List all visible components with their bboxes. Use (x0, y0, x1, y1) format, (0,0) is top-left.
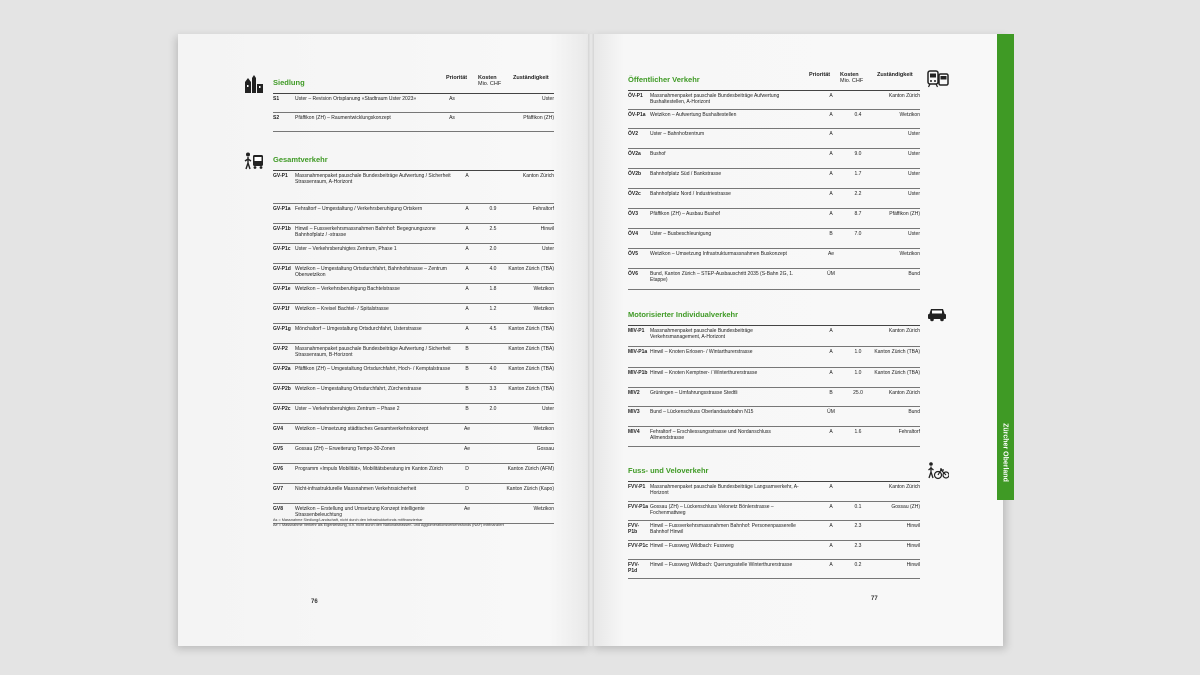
header-cost-label: Kosten (840, 72, 859, 78)
responsibility-cell: Kanton Zürich (TBA) (508, 386, 554, 392)
table-row (273, 464, 554, 484)
measure-description: Wetzikon – Umsetzung städtisches Gesamtverkehrskonzept (295, 426, 429, 432)
cost-cell: 1.0 (854, 349, 862, 355)
responsibility-cell: Hinwil (906, 543, 920, 549)
measure-description: Nicht-infrastrukturelle Massnahmen Verkehrssicherheit (295, 486, 417, 492)
priority-cell: A (465, 266, 469, 272)
priority-cell: A (829, 191, 833, 197)
measure-code: ÖV4 (628, 231, 639, 237)
measure-code: GV-P2 (273, 346, 288, 352)
section-siedlung (273, 78, 554, 132)
measure-code: GV-P1b (273, 226, 291, 232)
table-row (628, 249, 920, 269)
responsibility-cell: Uster (908, 151, 920, 157)
measure-code: FVV-P1 (628, 484, 646, 490)
priority-cell: A (829, 112, 833, 118)
region-tab-label: Zürcher Oberland (1001, 423, 1009, 482)
priority-cell: A (829, 93, 833, 99)
responsibility-cell: Pfäffikon (ZH) (889, 211, 920, 217)
table-row (273, 364, 554, 384)
measure-code: S1 (273, 96, 280, 102)
table-body (628, 482, 920, 579)
footnotes (273, 518, 563, 528)
section-title: Motorisierter Individualverkehr (628, 310, 739, 319)
measure-description: Bund, Kanton Zürich – STEP-Ausbauschritt 2035 (S-Bahn 2G, 1. Etappe) (650, 271, 794, 283)
measure-description: Pfäffikon (ZH) – Ausbau Bushof (650, 211, 720, 217)
car-icon (927, 306, 947, 322)
priority-cell: Ae (463, 506, 471, 512)
table-row (628, 110, 920, 129)
priority-cell: A (829, 151, 833, 157)
measure-code: GV-P1a (273, 206, 291, 212)
cost-cell: 2.0 (489, 406, 497, 412)
priority-cell: D (465, 486, 469, 492)
responsibility-cell: Kanton Zürich (TBA) (874, 349, 920, 355)
responsibility-cell: Wetzikon (533, 286, 554, 292)
priority-cell: B (465, 406, 469, 412)
measure-description: Hinwil – Fussverkehrsmassnahmen Bahnhof: Begegnungszone Bahnhofplatz / -strasse (295, 226, 436, 238)
priority-cell: B (465, 346, 469, 352)
measure-description: Wetzikon – Aufwertung Bushaltestellen (650, 112, 737, 118)
table-row (628, 541, 920, 560)
table-row (628, 427, 920, 447)
measure-description: Grüningen – Umfahrungsstrasse Stedtli (650, 390, 738, 396)
measure-code: ÖV-P1 (628, 93, 643, 99)
measure-code: GV-P1d (273, 266, 291, 272)
responsibility-cell: Fehraltorf (532, 206, 554, 212)
measure-code: GV-P1 (273, 173, 288, 179)
responsibility-cell: Kanton Zürich (888, 484, 920, 490)
measure-code: MIV-P1a (628, 349, 648, 355)
header-prio: Priorität (809, 72, 831, 78)
responsibility-cell: Wetzikon (533, 306, 554, 312)
responsibility-cell: Kanton Zürich (522, 173, 554, 179)
priority-cell: As (449, 115, 455, 121)
measure-code: FVV-P1a (628, 504, 649, 510)
table-row (628, 347, 920, 368)
responsibility-cell: Bund (908, 409, 920, 415)
priority-cell: A (465, 286, 469, 292)
measure-code: ÖV2c (628, 191, 641, 197)
measure-description: Mönchaltorf – Umgestaltung Ortsdurchfahrt, Usterstrasse (295, 326, 422, 332)
priority-cell: A (829, 211, 833, 217)
table-row (628, 388, 920, 407)
section-title: Öffentlicher Verkehr (628, 75, 700, 84)
header-resp: Zuständigkeit (877, 72, 913, 78)
section-oev (628, 75, 920, 290)
header-resp: Zuständigkeit (513, 75, 549, 81)
measure-code: ÖV6 (628, 271, 639, 277)
responsibility-cell: Kanton Zürich (TBA) (508, 326, 554, 332)
measure-description: Massnahmenpaket pauschale Bundesbeiträge Aufwertung Bushaltestellen, A-Horizont (650, 93, 780, 105)
responsibility-cell: Hinwil (906, 562, 920, 568)
priority-cell: A (829, 504, 833, 510)
measure-code: GV5 (273, 446, 284, 452)
priority-cell: D (465, 466, 469, 472)
priority-cell: A (829, 484, 833, 490)
table-row (273, 244, 554, 264)
section-miv (628, 310, 920, 447)
table-row (273, 424, 554, 444)
responsibility-cell: Kanton Zürich (TBA) (508, 366, 554, 372)
responsibility-cell: Uster (908, 171, 920, 177)
measure-code: ÖV2b (628, 171, 642, 177)
measure-code: GV-P2c (273, 406, 291, 412)
header-cost-unit: Mio. CHF (840, 78, 864, 84)
measure-description: Massnahmenpaket pauschale Bundesbeiträge Langsamverkehr, A-Horizont (650, 484, 799, 496)
cost-cell: 1.7 (854, 171, 862, 177)
responsibility-cell: Wetzikon (899, 251, 920, 257)
measure-description: Fehraltorf – Umgestaltung / Verkehrsberuhigung Ortskern (295, 206, 423, 212)
measure-code: GV-P2a (273, 366, 291, 372)
priority-cell: A (829, 328, 833, 334)
cost-cell: 2.0 (489, 246, 497, 252)
priority-cell: A (829, 171, 833, 177)
responsibility-cell: Uster (908, 231, 920, 237)
measure-code: GV6 (273, 466, 284, 472)
measure-description: Fehraltorf – Erschliessungsstrasse und Nordanschluss Allmendstrasse (650, 429, 771, 441)
responsibility-cell: Kanton Zürich (888, 93, 920, 99)
priority-cell: B (829, 390, 833, 396)
measure-code: GV-P1g (273, 326, 291, 332)
responsibility-cell: Uster (542, 96, 554, 102)
cost-cell: 1.0 (854, 370, 862, 376)
measure-description: Wetzikon – Umgestaltung Ortsdurchfahrt, Zürcherstrasse (295, 386, 422, 392)
responsibility-cell: Hinwil (540, 226, 554, 232)
responsibility-cell: Kanton Zürich (TBA) (508, 346, 554, 352)
train-bus-icon (927, 70, 949, 88)
page-number-right: 77 (871, 596, 878, 602)
cost-cell: 8.7 (854, 211, 862, 217)
measure-code: FVV-P1d (628, 562, 640, 574)
table-body (628, 91, 920, 290)
table-row (273, 404, 554, 424)
priority-cell: B (465, 386, 469, 392)
cost-cell: 2.3 (854, 543, 862, 549)
measure-description: Bahnhofplatz Nord / Industriestrasse (650, 191, 731, 197)
measure-description: Bund – Lückenschluss Oberlandautobahn N15 (650, 409, 754, 415)
cost-cell: 4.0 (489, 266, 497, 272)
measure-description: Bahnhofplatz Süd / Bankstrasse (650, 171, 722, 177)
table-row (628, 407, 920, 427)
cost-cell: 25.0 (853, 390, 863, 396)
measure-code: ÖV3 (628, 211, 639, 217)
cost-cell: 2.2 (854, 191, 862, 197)
table-body (273, 171, 554, 524)
measure-description: Pfäffikon (ZH) – Umgestaltung Ortsdurchfahrt, Hoch- / Kemptalstrasse (295, 366, 451, 372)
table-row (628, 149, 920, 169)
measure-description: Pfäffikon (ZH) – Raumentwicklungskonzept (295, 115, 391, 121)
measure-description: Uster – Bahnhofzentrum (650, 131, 705, 137)
table-row (273, 113, 554, 132)
responsibility-cell: Kanton Zürich (Kapo) (506, 486, 554, 492)
measure-code: MIV4 (628, 429, 640, 435)
measure-description: Gossau (ZH) – Erweiterung Tempo-30-Zonen (295, 446, 396, 452)
priority-cell: A (829, 543, 833, 549)
table-row (273, 284, 554, 304)
responsibility-cell: Wetzikon (899, 112, 920, 118)
measure-code: MIV-P1b (628, 370, 648, 376)
priority-cell: A (829, 131, 833, 137)
priority-cell: A (829, 370, 833, 376)
measure-code: ÖV2 (628, 131, 639, 137)
section-title: Fuss- und Veloverkehr (628, 466, 709, 475)
table-body (628, 326, 920, 447)
measure-code: GV7 (273, 486, 284, 492)
town-icon (244, 75, 264, 93)
measure-description: Uster – Revision Ortsplanung «Stadtraum Uster 2023» (295, 96, 417, 102)
responsibility-cell: Uster (542, 406, 554, 412)
measure-description: Hinwil – Fussweg Wildbach: Querungsstelle Winterthurerstrasse (650, 562, 793, 568)
measure-code: GV8 (273, 506, 284, 512)
table-row (628, 368, 920, 388)
measure-code: ÖV5 (628, 251, 639, 257)
table-row (273, 484, 554, 504)
measure-description: Wetzikon – Erstellung und Umsetzung Konzept intelligente Strassenbeleuchtung (295, 506, 425, 518)
priority-cell: ÜM (827, 271, 835, 277)
footnote: Ae = Massnahme Verkehr als Eigenleistung, d.h. nicht durch den Nationalstrassen- und Agglomerationsverkehrsfonds (NAF) mitfinanziert (273, 523, 504, 527)
measure-description: Hinwil – Fussverkehrsmassnahmen Bahnhof: Personenpasserelle Bahnhof Hinwil (650, 523, 796, 535)
priority-cell: A (465, 206, 469, 212)
priority-cell: B (829, 231, 833, 237)
cost-cell: 0.1 (854, 504, 862, 510)
measure-code: FVV-P1c (628, 543, 649, 549)
measure-description: Wetzikon – Umgestaltung Ortsdurchfahrt, Bahnhofstrasse – Zentrum Oberwetzikon (295, 266, 447, 278)
measure-code: GV-P1e (273, 286, 291, 292)
table-row (628, 189, 920, 209)
table-row (628, 326, 920, 347)
table-row (628, 482, 920, 502)
table-row (273, 171, 554, 204)
priority-cell: A (829, 349, 833, 355)
cost-cell: 0.4 (854, 112, 862, 118)
measure-code: S2 (273, 115, 280, 121)
table-row (628, 502, 920, 521)
measure-code: GV-P1f (273, 306, 290, 312)
cost-cell: 2.5 (489, 226, 497, 232)
measure-code: MIV3 (628, 409, 640, 415)
cost-cell: 3.3 (489, 386, 497, 392)
cost-cell: 7.0 (854, 231, 862, 237)
priority-cell: A (829, 562, 833, 568)
table-row (628, 269, 920, 290)
priority-cell: Ae (463, 426, 471, 432)
measure-code: GV-P2b (273, 386, 291, 392)
spine-gutter (588, 34, 594, 646)
responsibility-cell: Fehraltorf (898, 429, 920, 435)
page-number-left: 76 (311, 599, 318, 605)
measure-code: ÖV-P1a (628, 112, 646, 118)
table-row (628, 129, 920, 149)
table-row (628, 229, 920, 249)
table-row (273, 94, 554, 113)
responsibility-cell: Wetzikon (533, 426, 554, 432)
responsibility-cell: Pfäffikon (ZH) (523, 115, 554, 121)
table-row (273, 444, 554, 464)
responsibility-cell: Wetzikon (533, 506, 554, 512)
responsibility-cell: Kanton Zürich (TBA) (874, 370, 920, 376)
cost-cell: 0.9 (489, 206, 497, 212)
priority-cell: A (465, 326, 469, 332)
measure-description: Uster – Busbeschleunigung (650, 231, 712, 237)
measure-description: Programm «Impuls Mobilität», Mobilitätsberatung im Kanton Zürich (295, 466, 443, 472)
cost-cell: 4.0 (489, 366, 497, 372)
header-cost-unit: Mio. CHF (478, 81, 502, 87)
pedestrian-bus-icon (244, 152, 264, 170)
table-row (273, 344, 554, 364)
cost-cell: 1.2 (489, 306, 497, 312)
measure-code: MIV-P1 (628, 328, 645, 334)
measure-code: MIV2 (628, 390, 640, 396)
section-gesamtverkehr (273, 155, 554, 524)
pedestrian-bicycle-icon (927, 462, 949, 480)
responsibility-cell: Uster (908, 131, 920, 137)
section-title: Gesamtverkehr (273, 155, 328, 164)
priority-cell: Ae (463, 446, 471, 452)
table-row (628, 521, 920, 541)
measure-description: Hinwil – Fussweg Wildbach: Fussweg (650, 543, 734, 549)
priority-cell: A (829, 429, 833, 435)
measure-description: Massnahmenpaket pauschale Bundesbeiträge Verkehrsmanagement, A-Horizont (650, 328, 753, 340)
measure-description: Hinwil – Knoten Erlosen- / Wintarthurerstrasse (650, 349, 753, 355)
table-row (628, 560, 920, 579)
table-row (273, 264, 554, 284)
table-row (628, 209, 920, 229)
region-tab (997, 34, 1014, 500)
table-row (273, 224, 554, 244)
priority-cell: A (465, 226, 469, 232)
table-row (273, 324, 554, 344)
measure-code: FVV-P1b (628, 523, 640, 535)
table-row (628, 91, 920, 110)
measure-description: Massnahmenpaket pauschale Bundesbeiträge Aufwertung / Sicherheit Strassenraum, B-Horizont (295, 346, 451, 358)
responsibility-cell: Gossau (536, 446, 554, 452)
measure-code: GV4 (273, 426, 284, 432)
responsibility-cell: Bund (908, 271, 920, 277)
measure-description: Wetzikon – Umsetzung Infrastrukturmassnahmen Buskonzept (650, 251, 787, 257)
responsibility-cell: Uster (908, 191, 920, 197)
header-cost-label: Kosten (478, 75, 497, 81)
measure-code: ÖV2a (628, 151, 641, 157)
priority-cell: A (465, 173, 469, 179)
responsibility-cell: Uster (542, 246, 554, 252)
priority-cell: A (829, 523, 833, 529)
cost-cell: 1.6 (854, 429, 862, 435)
cost-cell: 4.5 (489, 326, 497, 332)
section-fvv (628, 466, 920, 579)
priority-cell: As (449, 96, 455, 102)
footnote: As = Massnahme Siedlung/Landschaft, nicht durch den Infrastrukturfonds mitfinanzierbar (273, 518, 423, 522)
priority-cell: A (465, 246, 469, 252)
measure-description: Bushof (650, 151, 666, 157)
priority-cell: B (465, 366, 469, 372)
responsibility-cell: Kanton Zürich (888, 390, 920, 396)
measure-description: Wetzikon – Kreisel Bachtel- / Spitalstrasse (295, 306, 389, 312)
responsibility-cell: Gossau (ZH) (891, 504, 920, 510)
priority-cell: Ae (827, 251, 835, 257)
priority-cell: A (465, 306, 469, 312)
cost-cell: 0.2 (854, 562, 862, 568)
table-row (273, 204, 554, 224)
priority-cell: ÜM (827, 409, 835, 415)
responsibility-cell: Kanton Zürich (TBA) (508, 266, 554, 272)
section-title: Siedlung (273, 78, 305, 87)
responsibility-cell: Kanton Zürich (888, 328, 920, 334)
measure-code: GV-P1c (273, 246, 291, 252)
cost-cell: 2.3 (854, 523, 862, 529)
cost-cell: 1.8 (489, 286, 497, 292)
measure-description: Massnahmenpaket pauschale Bundesbeiträge Aufwertung / Sicherheit Strassenraum, A-Horizont (295, 173, 451, 185)
table-body (273, 94, 554, 132)
table-row (273, 304, 554, 324)
cost-cell: 9.0 (854, 151, 862, 157)
measure-description: Gossau (ZH) – Lückenschluss Velonetz Bönlerstrasse – Fochenmattweg (650, 504, 774, 516)
measure-description: Uster – Verkehrsberuhigtes Zentrum, Phase 1 (295, 246, 397, 252)
table-row (628, 169, 920, 189)
measure-description: Hinwil – Knoten Kemptner- / Winterthurerstrasse (650, 370, 758, 376)
responsibility-cell: Kanton Zürich (AFM) (507, 466, 554, 472)
responsibility-cell: Hinwil (906, 523, 920, 529)
measure-description: Uster – Verkehrsberuhigtes Zentrum – Phase 2 (295, 406, 400, 412)
measure-description: Wetzikon – Verkehrsberuhigung Bachtelstrasse (295, 286, 400, 292)
table-row (273, 384, 554, 404)
header-prio: Priorität (446, 75, 468, 81)
